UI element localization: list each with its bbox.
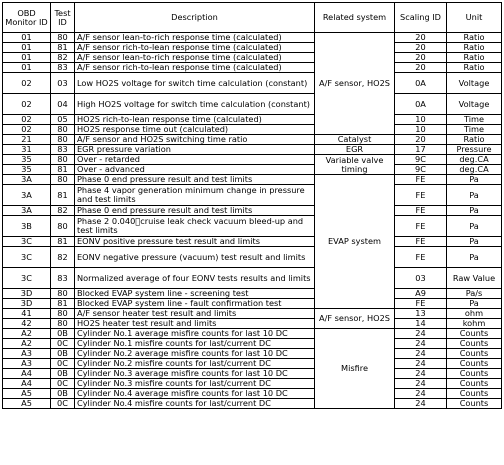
unit-cell: Ratio <box>447 43 502 53</box>
header-unit: Unit <box>447 3 502 33</box>
description-cell: Cylinder No.2 average misfire counts for last 10 DC <box>75 349 315 359</box>
description-cell: Cylinder No.3 misfire counts for last/current DC <box>75 379 315 389</box>
test-id-cell: 80 <box>51 175 75 185</box>
obd-monitor-id-cell: A5 <box>3 389 51 399</box>
obd-monitor-id-cell: 41 <box>3 309 51 319</box>
unit-cell: Ratio <box>447 135 502 145</box>
description-cell: A/F sensor heater test result and limits <box>75 309 315 319</box>
unit-cell: Pa <box>447 299 502 309</box>
description-cell: HO2S response time out (calculated) <box>75 125 315 135</box>
obd-monitor-id-cell: 35 <box>3 155 51 165</box>
table-row <box>3 329 502 339</box>
scaling-id-cell: 24 <box>395 379 447 389</box>
obd-monitor-id-cell: 02 <box>3 73 51 94</box>
test-id-cell: 80 <box>51 319 75 329</box>
description-cell: Phase 4 vapor generation minimum change in pressure and test limits <box>75 185 315 206</box>
table-row <box>3 115 502 125</box>
scaling-id-cell: 20 <box>395 53 447 63</box>
table-row <box>3 94 502 115</box>
description-cell: Phase 0 end pressure result and test limits <box>75 175 315 185</box>
obd-monitor-id-cell: A3 <box>3 349 51 359</box>
unit-cell: Counts <box>447 339 502 349</box>
description-cell: A/F sensor rich-to-lean response time (calculated) <box>75 43 315 53</box>
scaling-id-cell: 24 <box>395 359 447 369</box>
table-row <box>3 125 502 135</box>
obd-monitor-id-cell: A4 <box>3 379 51 389</box>
table-row <box>3 369 502 379</box>
unit-cell: Counts <box>447 369 502 379</box>
table-row <box>3 389 502 399</box>
test-id-cell: 82 <box>51 53 75 63</box>
unit-cell: Counts <box>447 349 502 359</box>
test-id-cell: 82 <box>51 247 75 268</box>
obd-monitor-id-cell: 35 <box>3 165 51 175</box>
scaling-id-cell: FE <box>395 175 447 185</box>
obd-monitor-id-cell: A3 <box>3 359 51 369</box>
obd-monitor-id-cell: 01 <box>3 53 51 63</box>
related-system-cell: Variable valve timing <box>315 155 395 175</box>
test-id-cell: 80 <box>51 155 75 165</box>
unit-cell: Pa <box>447 247 502 268</box>
test-id-cell: 83 <box>51 63 75 73</box>
scaling-id-cell: 17 <box>395 145 447 155</box>
test-id-cell: 82 <box>51 206 75 216</box>
scaling-id-cell: 0A <box>395 73 447 94</box>
test-id-cell: 0B <box>51 329 75 339</box>
test-id-cell: 81 <box>51 185 75 206</box>
header-scaling-id: Scaling ID <box>395 3 447 33</box>
test-id-cell: 0B <box>51 349 75 359</box>
scaling-id-cell: A9 <box>395 289 447 299</box>
unit-cell: Pa <box>447 185 502 206</box>
unit-cell: Voltage <box>447 73 502 94</box>
unit-cell: Counts <box>447 399 502 409</box>
header-related-system: Related system <box>315 3 395 33</box>
obd-monitor-table <box>2 2 502 409</box>
obd-monitor-id-cell: 3D <box>3 289 51 299</box>
test-id-cell: 0B <box>51 369 75 379</box>
scaling-id-cell: 03 <box>395 268 447 289</box>
unit-cell: kohm <box>447 319 502 329</box>
test-id-cell: 81 <box>51 165 75 175</box>
scaling-id-cell: 20 <box>395 33 447 43</box>
scaling-id-cell: 24 <box>395 389 447 399</box>
scaling-id-cell: 9C <box>395 165 447 175</box>
table-row <box>3 73 502 94</box>
obd-monitor-id-cell: A2 <box>3 339 51 349</box>
description-cell: EONV negative pressure (vacuum) test result and limits <box>75 247 315 268</box>
scaling-id-cell: FE <box>395 237 447 247</box>
table-row <box>3 206 502 216</box>
obd-monitor-id-cell: A5 <box>3 399 51 409</box>
obd-monitor-id-cell: 21 <box>3 135 51 145</box>
unit-cell: Pa/s <box>447 289 502 299</box>
table-row <box>3 185 502 206</box>
table-row <box>3 399 502 409</box>
unit-cell: Ratio <box>447 33 502 43</box>
test-id-cell: 80 <box>51 216 75 237</box>
test-id-cell: 81 <box>51 299 75 309</box>
related-system-cell: A/F sensor, HO2S <box>315 33 395 135</box>
description-cell: Cylinder No.3 average misfire counts for last 10 DC <box>75 369 315 379</box>
scaling-id-cell: FE <box>395 299 447 309</box>
unit-cell: deg.CA <box>447 155 502 165</box>
description-cell: Cylinder No.2 misfire counts for last/current DC <box>75 359 315 369</box>
test-id-cell: 0C <box>51 399 75 409</box>
unit-cell: Counts <box>447 379 502 389</box>
description-cell: Cylinder No.4 average misfire counts for last 10 DC <box>75 389 315 399</box>
test-id-cell: 0C <box>51 379 75 389</box>
table-row <box>3 319 502 329</box>
header-row <box>3 3 502 33</box>
obd-monitor-id-cell: 02 <box>3 94 51 115</box>
unit-cell: Time <box>447 115 502 125</box>
table-row <box>3 339 502 349</box>
obd-monitor-id-cell: 01 <box>3 33 51 43</box>
table-row <box>3 53 502 63</box>
description-cell: Blocked EVAP system line - screening test <box>75 289 315 299</box>
table-row <box>3 145 502 155</box>
description-cell: Phase 2 0.040 cruise leak check vacuum bleed-up and test limits <box>75 216 315 237</box>
table-row <box>3 247 502 268</box>
description-cell: EGR pressure variation <box>75 145 315 155</box>
description-cell: Over - advanced <box>75 165 315 175</box>
description-cell: Cylinder No.1 misfire counts for last/current DC <box>75 339 315 349</box>
test-id-cell: 80 <box>51 33 75 43</box>
table-row <box>3 175 502 185</box>
unit-cell: Counts <box>447 359 502 369</box>
unit-cell: Pa <box>447 175 502 185</box>
description-cell: A/F sensor and HO2S switching time ratio <box>75 135 315 145</box>
test-id-cell: 0B <box>51 389 75 399</box>
scaling-id-cell: FE <box>395 216 447 237</box>
unit-cell: Time <box>447 125 502 135</box>
header-description: Description <box>75 3 315 33</box>
unit-cell: Pressure <box>447 145 502 155</box>
unit-cell: ohm <box>447 309 502 319</box>
table-row <box>3 216 502 237</box>
obd-monitor-id-cell: 02 <box>3 115 51 125</box>
unit-cell: Ratio <box>447 63 502 73</box>
obd-monitor-id-cell: 3C <box>3 247 51 268</box>
test-id-cell: 80 <box>51 289 75 299</box>
description-cell: Phase 0 end pressure result and test limits <box>75 206 315 216</box>
test-id-cell: 05 <box>51 115 75 125</box>
unit-cell: Pa <box>447 216 502 237</box>
scaling-id-cell: 10 <box>395 115 447 125</box>
scaling-id-cell: 24 <box>395 349 447 359</box>
description-cell: Cylinder No.1 average misfire counts for last 10 DC <box>75 329 315 339</box>
obd-monitor-id-cell: 3A <box>3 206 51 216</box>
test-id-cell: 83 <box>51 268 75 289</box>
obd-monitor-id-cell: 31 <box>3 145 51 155</box>
table-row <box>3 299 502 309</box>
table-row <box>3 359 502 369</box>
related-system-cell: EVAP system <box>315 175 395 309</box>
description-cell: A/F sensor lean-to-rich response time (calculated) <box>75 33 315 43</box>
test-id-cell: 04 <box>51 94 75 115</box>
scaling-id-cell: FE <box>395 247 447 268</box>
test-id-cell: 0C <box>51 339 75 349</box>
table-row <box>3 63 502 73</box>
header-test-id: Test ID <box>51 3 75 33</box>
related-system-cell: EGR <box>315 145 395 155</box>
table-row <box>3 349 502 359</box>
obd-monitor-id-cell: 3A <box>3 175 51 185</box>
test-id-cell: 81 <box>51 237 75 247</box>
scaling-id-cell: 0A <box>395 94 447 115</box>
obd-monitor-id-cell: 3B <box>3 216 51 237</box>
description-cell: A/F sensor lean-to-rich response time (calculated) <box>75 53 315 63</box>
test-id-cell: 0C <box>51 359 75 369</box>
test-id-cell: 80 <box>51 309 75 319</box>
scaling-id-cell: 14 <box>395 319 447 329</box>
obd-monitor-id-cell: 01 <box>3 63 51 73</box>
scaling-id-cell: 24 <box>395 329 447 339</box>
table-row <box>3 135 502 145</box>
description-cell: HO2S heater test result and limits <box>75 319 315 329</box>
unit-cell: Ratio <box>447 53 502 63</box>
related-system-cell: Catalyst <box>315 135 395 145</box>
unit-cell: Voltage <box>447 94 502 115</box>
description-cell: Normalized average of four EONV tests results and limits <box>75 268 315 289</box>
description-cell: Over - retarded <box>75 155 315 165</box>
related-system-cell: A/F sensor, HO2S <box>315 309 395 329</box>
table-row <box>3 155 502 165</box>
table-row <box>3 33 502 43</box>
scaling-id-cell: 13 <box>395 309 447 319</box>
obd-monitor-id-cell: A4 <box>3 369 51 379</box>
header-obd-monitor-id: OBD Monitor ID <box>3 3 51 33</box>
table-row <box>3 289 502 299</box>
scaling-id-cell: 10 <box>395 125 447 135</box>
description-cell: High HO2S voltage for switch time calculation (constant) <box>75 94 315 115</box>
obd-monitor-id-cell: A2 <box>3 329 51 339</box>
description-cell: A/F sensor rich-to-lean response time (calculated) <box>75 63 315 73</box>
description-cell: EONV positive pressure test result and limits <box>75 237 315 247</box>
table-row <box>3 43 502 53</box>
unit-cell: Pa <box>447 237 502 247</box>
table-row <box>3 165 502 175</box>
scaling-id-cell: 9C <box>395 155 447 165</box>
unit-cell: Pa <box>447 206 502 216</box>
scaling-id-cell: FE <box>395 206 447 216</box>
table-row <box>3 309 502 319</box>
test-id-cell: 80 <box>51 125 75 135</box>
scaling-id-cell: FE <box>395 185 447 206</box>
obd-monitor-id-cell: 3A <box>3 185 51 206</box>
scaling-id-cell: 24 <box>395 339 447 349</box>
unit-cell: Counts <box>447 329 502 339</box>
table-row <box>3 379 502 389</box>
unit-cell: Counts <box>447 389 502 399</box>
table-row <box>3 237 502 247</box>
unit-cell: Raw Value <box>447 268 502 289</box>
scaling-id-cell: 20 <box>395 43 447 53</box>
obd-monitor-id-cell: 3D <box>3 299 51 309</box>
obd-monitor-id-cell: 3C <box>3 268 51 289</box>
scaling-id-cell: 24 <box>395 399 447 409</box>
test-id-cell: 03 <box>51 73 75 94</box>
test-id-cell: 80 <box>51 135 75 145</box>
related-system-cell: Misfire <box>315 329 395 409</box>
description-cell: Blocked EVAP system line - fault confirmation test <box>75 299 315 309</box>
obd-monitor-id-cell: 3C <box>3 237 51 247</box>
obd-monitor-id-cell: 42 <box>3 319 51 329</box>
description-cell: Low HO2S voltage for switch time calculation (constant) <box>75 73 315 94</box>
unit-cell: deg.CA <box>447 165 502 175</box>
obd-monitor-id-cell: 02 <box>3 125 51 135</box>
table-row <box>3 268 502 289</box>
scaling-id-cell: 20 <box>395 135 447 145</box>
scaling-id-cell: 20 <box>395 63 447 73</box>
description-cell: HO2S rich-to-lean response time (calculated) <box>75 115 315 125</box>
description-cell: Cylinder No.4 misfire counts for last/current DC <box>75 399 315 409</box>
table-body <box>3 33 502 409</box>
scaling-id-cell: 24 <box>395 369 447 379</box>
test-id-cell: 83 <box>51 145 75 155</box>
obd-monitor-id-cell: 01 <box>3 43 51 53</box>
test-id-cell: 81 <box>51 43 75 53</box>
